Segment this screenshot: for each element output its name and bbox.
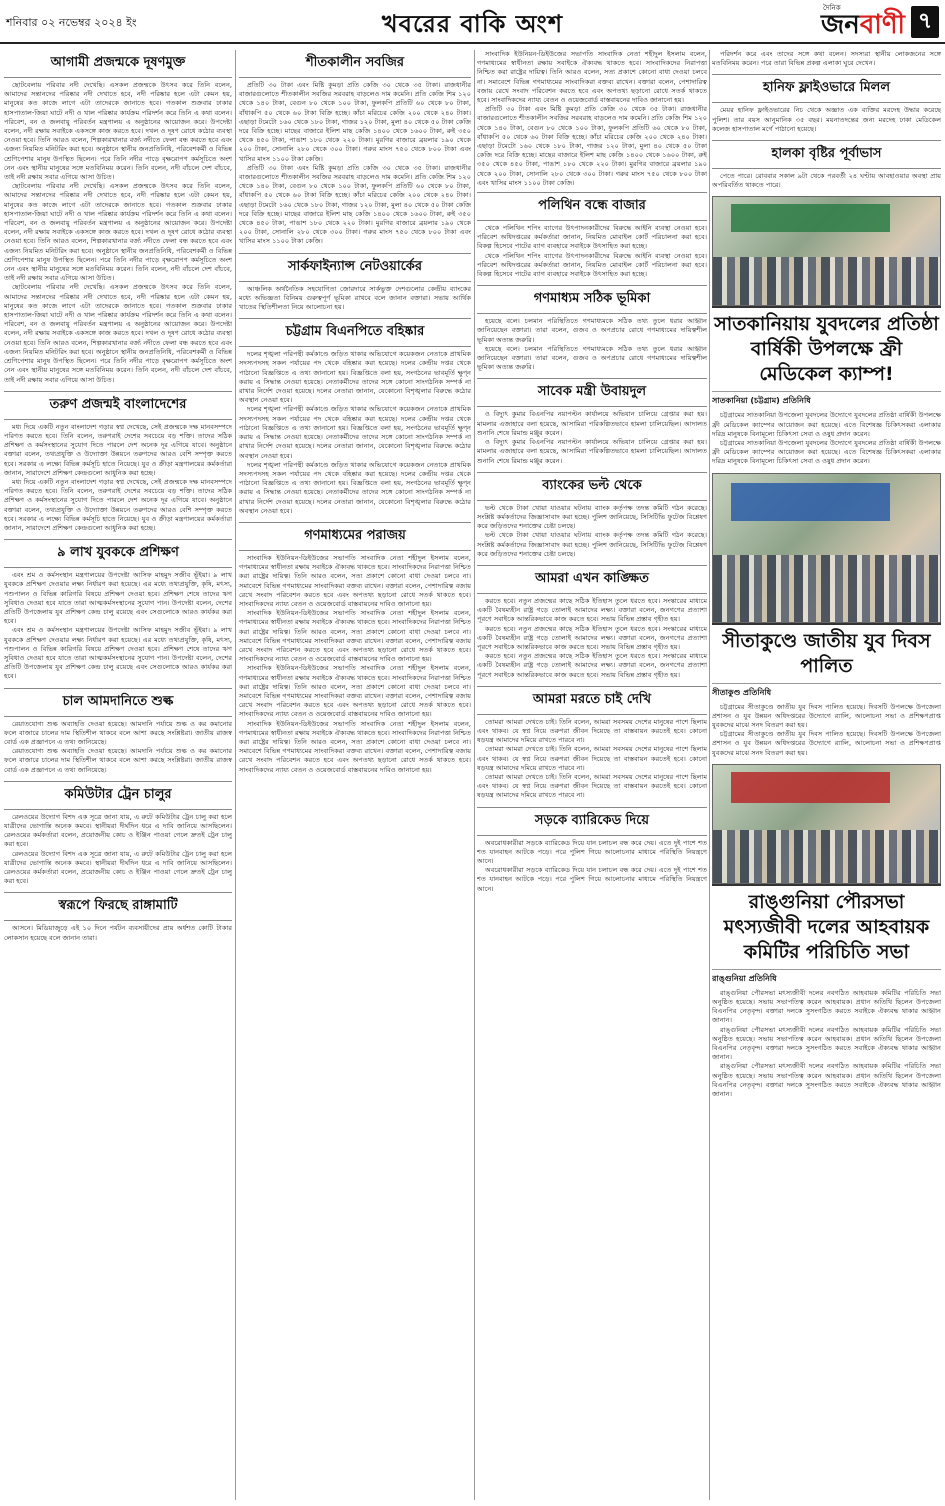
article[interactable]	[4, 391, 232, 533]
article-headline[interactable]: তরুণ প্রজন্মই বাংলাদেশের	[4, 391, 232, 420]
article-body: মেয়র হানিফ ফ্লাইওভারের নিচ থেকে অজ্ঞাত এক ব্যক্তির মরদেহ উদ্ধার করেছে পুলিশ। তার বয়স আনুমানিক ৩৫ বছর। ময়নাতদন্তের জন্য মরদেহ ঢাকা মেডিকেল কলেজ হাসপাতাল মর্গে পাঠানো হয়েছে।	[712, 106, 941, 133]
news-photo	[712, 764, 941, 884]
article-body: অবরোধকারীরা সড়কে ব্যারিকেড দিয়ে যান চলাচল বন্ধ করে দেয়। এতে দুই পাশে শত শত যানবাহন আটকে পড়ে। পরে পুলিশ গিয়ে আলোচনার মাধ্যমে পরিস্থিতি নিয়ন্ত্রণে আনে। অবরোধকারীরা সড়কে ব্যারিকেড দিয়ে যান চলাচল বন্ধ করে দেয়। এতে দুই পাশে শত শত যানবাহন আটকে পড়ে। পরে পুলিশ গিয়ে আলোচনার মাধ্যমে পরিস্থিতি নিয়ন্ত্রণে আনে।	[477, 838, 707, 893]
article-body: তোমরা আমরা দেখতে চাই। তিনি বলেন, আমরা সবসময় দেশের মানুষের পাশে ছিলাম এবং থাকব। যে স্বপ্ন নিয়ে তরুণরা জীবন দিয়েছে তা বাস্তবায়ন করতেই হবে। কোনো ষড়যন্ত্র আমাদের দমিয়ে রাখতে পারবে না। তোমরা আমরা দেখতে চাই। তিনি বলেন, আমরা সবসময় দেশের মানুষের পাশে ছিলাম এবং থাকব। যে স্বপ্ন নিয়ে তরুণরা জীবন দিয়েছে তা বাস্তবায়ন করতেই হবে। কোনো ষড়যন্ত্র আমাদের দমিয়ে রাখতে পারবে না। তোমরা আমরা দেখতে চাই। তিনি বলেন, আমরা সবসময় দেশের মানুষের পাশে ছিলাম এবং থাকব। যে স্বপ্ন নিয়ে তরুণরা জীবন দিয়েছে তা বাস্তবায়ন করতেই হবে। কোনো ষড়যন্ত্র আমাদের দমিয়ে রাখতে পারবে না।	[477, 717, 707, 800]
article-body: মধ্য দিয়ে একটি নতুন বাংলাদেশ গড়ার স্বপ্ন দেখেছে, সেই প্রজন্মকে দক্ষ মানবসম্পদে পরিণত করতে হবে। তিনি বলেন, তরুণরাই দেশের সবচেয়ে বড় শক্তি। তাদের সঠিক প্রশিক্ষণ ও কর্মসংস্থানের সুযোগ দিতে পারলে দেশ অনেক দূর এগিয়ে যাবে। অনুষ্ঠানে বক্তারা বলেন, তথ্যপ্রযুক্তি ও উদ্যোক্তা উন্নয়নে তরুণদের আরও বেশি সম্পৃক্ত করতে হবে। সরকার এ লক্ষ্যে বিভিন্ন কর্মসূচি হাতে নিয়েছে। যুব ও ক্রীড়া মন্ত্রণালয়ের কর্মকর্তারা জানান, সারাদেশে প্রশিক্ষণ কেন্দ্রগুলো আধুনিক করা হচ্ছে। মধ্য দিয়ে একটি নতুন বাংলাদেশ গড়ার স্বপ্ন দেখেছে, সেই প্রজন্মকে দক্ষ মানবসম্পদে পরিণত করতে হবে। তিনি বলেন, তরুণরাই দেশের সবচেয়ে বড় শক্তি। তাদের সঠিক প্রশিক্ষণ ও কর্মসংস্থানের সুযোগ দিতে পারলে দেশ অনেক দূর এগিয়ে যাবে। অনুষ্ঠানে বক্তারা বলেন, তথ্যপ্রযুক্তি ও উদ্যোক্তা উন্নয়নে তরুণদের আরও বেশি সম্পৃক্ত করতে হবে। সরকার এ লক্ষ্যে বিভিন্ন কর্মসূচি হাতে নিয়েছে। যুব ও ক্রীড়া মন্ত্রণালয়ের কর্মকর্তারা জানান, সারাদেশে প্রশিক্ষণ কেন্দ্রগুলো আধুনিক করা হচ্ছে।	[4, 422, 232, 532]
article-headline[interactable]: গণমাধ্যম সঠিক ভূমিকা	[477, 285, 707, 314]
crowd	[713, 830, 940, 883]
article-body: করতে হবে। নতুন প্রজন্মের কাছে সঠিক ইতিহাস তুলে ধরতে হবে। সংস্কারের মাধ্যমে একটি বৈষম্যহীন রাষ্ট্র গড়ে তোলাই আমাদের লক্ষ্য। বক্তারা বলেন, জনগণের প্রত্যাশা পূরণে সবাইকে আন্তরিকভাবে কাজ করতে হবে। সভায় বিভিন্ন প্রস্তাব গৃহীত হয়। করতে হবে। নতুন প্রজন্মের কাছে সঠিক ইতিহাস তুলে ধরতে হবে। সংস্কারের মাধ্যমে একটি বৈষম্যহীন রাষ্ট্র গড়ে তোলাই আমাদের লক্ষ্য। বক্তারা বলেন, জনগণের প্রত্যাশা পূরণে সবাইকে আন্তরিকভাবে কাজ করতে হবে। সভায় বিভিন্ন প্রস্তাব গৃহীত হয়। করতে হবে। নতুন প্রজন্মের কাছে সঠিক ইতিহাস তুলে ধরতে হবে। সংস্কারের মাধ্যমে একটি বৈষম্যহীন রাষ্ট্র গড়ে তোলাই আমাদের লক্ষ্য। বক্তারা বলেন, জনগণের প্রত্যাশা পূরণে সবাইকে আন্তরিকভাবে কাজ করতে হবে। সভায় বিভিন্ন প্রস্তাব গৃহীত হয়।	[477, 596, 707, 679]
article-headline[interactable]: চট্টগ্রাম বিএনপিতে বহিষ্কার	[239, 318, 471, 347]
article[interactable]	[477, 686, 707, 801]
article[interactable]	[239, 253, 471, 313]
article-body: থেকে পলিথিন শপিং ব্যাগের উৎপাদনকারীদের বিরুদ্ধে আইনি ব্যবস্থা নেওয়া হবে। পরিবেশ অধিদপ্তরের কর্মকর্তারা জানান, নিয়মিত মোবাইল কোর্ট পরিচালনা করা হবে। বিকল্প হিসেবে পাটের ব্যাগ ব্যবহারে সবাইকে উৎসাহিত করা হচ্ছে। থেকে পলিথিন শপিং ব্যাগের উৎপাদনকারীদের বিরুদ্ধে আইনি ব্যবস্থা নেওয়া হবে। পরিবেশ অধিদপ্তরের কর্মকর্তারা জানান, নিয়মিত মোবাইল কোর্ট পরিচালনা করা হবে। বিকল্প হিসেবে পাটের ব্যাগ ব্যবহারে সবাইকে উৎসাহিত করা হচ্ছে।	[477, 224, 707, 279]
article[interactable]	[477, 472, 707, 559]
article[interactable]	[4, 50, 232, 385]
article-headline[interactable]: হালকা বৃষ্টির পূর্বাভাস	[712, 140, 941, 169]
article-headline[interactable]: সার্কফাইন্যান্স নেটওয়ার্কের	[239, 253, 471, 282]
article-body: দলের শৃঙ্খলা পরিপন্থী কর্মকাণ্ডে জড়িত থাকার অভিযোগে কয়েকজন নেতাকে প্রাথমিক সদস্যপদসহ সকল পর্যায়ের পদ থেকে বহিষ্কার করা হয়েছে। দলের কেন্দ্রীয় দপ্তর থেকে পাঠানো বিজ্ঞপ্তিতে এ তথ্য জানানো হয়। বিজ্ঞপ্তিতে বলা হয়, সংগঠনের ভাবমূর্তি ক্ষুণ্ন করায় এ সিদ্ধান্ত নেওয়া হয়েছে। নেতাকর্মীদের তাদের সঙ্গে কোনো সাংগঠনিক সম্পর্ক না রাখার নির্দেশ দেওয়া হয়েছে। দলের নেতারা জানান, যেকোনো বিশৃঙ্খলার বিরুদ্ধে কঠোর অবস্থান নেওয়া হবে। দলের শৃঙ্খলা পরিপন্থী কর্মকাণ্ডে জড়িত থাকার অভিযোগে কয়েকজন নেতাকে প্রাথমিক সদস্যপদসহ সকল পর্যায়ের পদ থেকে বহিষ্কার করা হয়েছে। দলের কেন্দ্রীয় দপ্তর থেকে পাঠানো বিজ্ঞপ্তিতে এ তথ্য জানানো হয়। বিজ্ঞপ্তিতে বলা হয়, সংগঠনের ভাবমূর্তি ক্ষুণ্ন করায় এ সিদ্ধান্ত নেওয়া হয়েছে। নেতাকর্মীদের তাদের সঙ্গে কোনো সাংগঠনিক সম্পর্ক না রাখার নির্দেশ দেওয়া হয়েছে। দলের নেতারা জানান, যেকোনো বিশৃঙ্খলার বিরুদ্ধে কঠোর অবস্থান নেওয়া হবে। দলের শৃঙ্খলা পরিপন্থী কর্মকাণ্ডে জড়িত থাকার অভিযোগে কয়েকজন নেতাকে প্রাথমিক সদস্যপদসহ সকল পর্যায়ের পদ থেকে বহিষ্কার করা হয়েছে। দলের কেন্দ্রীয় দপ্তর থেকে পাঠানো বিজ্ঞপ্তিতে এ তথ্য জানানো হয়। বিজ্ঞপ্তিতে বলা হয়, সংগঠনের ভাবমূর্তি ক্ষুণ্ন করায় এ সিদ্ধান্ত নেওয়া হয়েছে। নেতাকর্মীদের তাদের সঙ্গে কোনো সাংগঠনিক সম্পর্ক না রাখার নির্দেশ দেওয়া হয়েছে। দলের নেতারা জানান, যেকোনো বিশৃঙ্খলার বিরুদ্ধে কঠোর অবস্থান নেওয়া হবে।	[239, 350, 471, 515]
article	[712, 50, 941, 68]
logo-right: বাণী	[859, 10, 905, 40]
article-headline[interactable]: হানিফ ফ্লাইওভারে মিলল	[712, 74, 941, 103]
article-body: ও বিদ্যুৎ কুমার বিএনপির নয়াপল্টন কার্যালয়ে অভিযান চালিয়ে গ্রেপ্তার করা হয়। মামলার এজাহারে বলা হয়েছে, আসামিরা পরিকল্পিতভাবে হামলা চালিয়েছিল। আদালত শুনানি শেষে রিমান্ড মঞ্জুর করেন। ও বিদ্যুৎ কুমার বিএনপির নয়াপল্টন কার্যালয়ে অভিযান চালিয়ে গ্রেপ্তার করা হয়। মামলার এজাহারে বলা হয়েছে, আসামিরা পরিকল্পিতভাবে হামলা চালিয়েছিল। আদালত শুনানি শেষে রিমান্ড মঞ্জুর করেন।	[477, 410, 707, 465]
column-divider	[474, 50, 475, 1500]
article[interactable]	[477, 285, 707, 372]
article[interactable]	[477, 378, 707, 465]
article[interactable]	[4, 892, 232, 942]
article-body: রাঙ্গুনিয়া পৌরসভা মৎস্যজীবী দলের নবগঠিত আহবায়ক কমিটির পরিচিতি সভা অনুষ্ঠিত হয়েছে। সভায় সভাপতিত্ব করেন আহবায়ক। প্রধান অতিথি ছিলেন উপজেলা বিএনপির নেতৃবৃন্দ। বক্তারা দলকে সুসংগঠিত করতে সবাইকে ঐক্যবদ্ধ থাকার আহ্বান জানান। রাঙ্গুনিয়া পৌরসভা মৎস্যজীবী দলের নবগঠিত আহবায়ক কমিটির পরিচিতি সভা অনুষ্ঠিত হয়েছে। সভায় সভাপতিত্ব করেন আহবায়ক। প্রধান অতিথি ছিলেন উপজেলা বিএনপির নেতৃবৃন্দ। বক্তারা দলকে সুসংগঠিত করতে সবাইকে ঐক্যবদ্ধ থাকার আহ্বান জানান। রাঙ্গুনিয়া পৌরসভা মৎস্যজীবী দলের নবগঠিত আহবায়ক কমিটির পরিচিতি সভা অনুষ্ঠিত হয়েছে। সভায় সভাপতিত্ব করেন আহবায়ক। প্রধান অতিথি ছিলেন উপজেলা বিএনপির নেতৃবৃন্দ। বক্তারা দলকে সুসংগঠিত করতে সবাইকে ঐক্যবদ্ধ থাকার আহ্বান জানান।	[712, 988, 941, 1099]
article-body: ভল্ট থেকে টাকা খোয়া যাওয়ার ঘটনায় ব্যাংক কর্তৃপক্ষ তদন্ত কমিটি গঠন করেছে। সংশ্লিষ্ট কর্মকর্তাদের জিজ্ঞাসাবাদ করা হচ্ছে। পুলিশ জানিয়েছে, সিসিটিভি ফুটেজ বিশ্লেষণ করে জড়িতদের শনাক্তের চেষ্টা চলছে। ভল্ট থেকে টাকা খোয়া যাওয়ার ঘটনায় ব্যাংক কর্তৃপক্ষ তদন্ত কমিটি গঠন করেছে। সংশ্লিষ্ট কর্মকর্তাদের জিজ্ঞাসাবাদ করা হচ্ছে। পুলিশ জানিয়েছে, সিসিটিভি ফুটেজ বিশ্লেষণ করে জড়িতদের শনাক্তের চেষ্টা চলছে।	[477, 503, 707, 558]
article-headline[interactable]: সাবেক মন্ত্রী উবায়দুল	[477, 378, 707, 407]
article[interactable]	[477, 565, 707, 680]
column-2	[239, 50, 471, 1500]
article-headline[interactable]: পলিথিন বন্ধে বাজার	[477, 192, 707, 221]
crowd	[713, 555, 940, 622]
event-banner	[731, 772, 890, 803]
article[interactable]	[239, 50, 471, 247]
event-banner	[731, 483, 890, 521]
article-headline[interactable]: গণমাধ্যমের পরাজয়	[239, 522, 471, 551]
article-headline[interactable]: শীতকালীন সবজির	[239, 50, 471, 78]
article-body: পরিদর্শন করে এবং তাদের সঙ্গে কথা বলেন। সদস্যরা স্থানীয় লোকজনের সঙ্গে মতবিনিময় করেন। পরে তারা বিভিন্ন প্রকল্প এলাকা ঘুরে দেখেন।	[712, 50, 941, 68]
article[interactable]	[4, 688, 232, 775]
masthead	[0, 0, 945, 44]
column-1	[4, 50, 232, 1500]
article[interactable]	[712, 306, 941, 466]
article-body: আঞ্চলিক অর্থনৈতিক সহযোগিতা জোরদারে সার্কভুক্ত দেশগুলোর কেন্দ্রীয় ব্যাংকের মধ্যে অভিজ্ঞতা বিনিময় গুরুত্বপূর্ণ ভূমিকা রাখবে বলে জানান বক্তারা। সভায় আর্থিক খাতের স্থিতিশীলতা নিয়ে আলোচনা হয়।	[239, 284, 471, 312]
article-byline: সাতকানিয়া (চট্টগ্রাম) প্রতিনিধি	[712, 396, 811, 406]
logo-left: জন	[821, 10, 860, 40]
article[interactable]	[4, 539, 232, 681]
news-photo	[712, 196, 941, 306]
news-photo	[712, 473, 941, 623]
column-divider	[235, 50, 236, 1500]
section-title: খবরের বাকি অংশ	[381, 10, 564, 38]
article[interactable]	[712, 140, 941, 190]
article-body: আসনে। মিডিয়াজুড়ে এই ১০ দিনে পর্যটন ব্যবসায়ীদের প্রায় অর্ধশত কোটি টাকার লোকসান হয়েছে বলে জানান তারা।	[4, 924, 232, 942]
article[interactable]	[712, 884, 941, 1099]
newspaper-logo[interactable]	[821, 4, 905, 48]
article[interactable]	[4, 781, 232, 887]
article-body: চট্টগ্রামের সীতাকুণ্ডে জাতীয় যুব দিবস পালিত হয়েছে। দিবসটি উপলক্ষে উপজেলা প্রশাসন ও যুব উন্নয়ন অধিদপ্তরের উদ্যোগে র‍্যালি, আলোচনা সভা ও প্রশিক্ষণপ্রাপ্ত যুবকদের মাঝে সনদ বিতরণ করা হয়। চট্টগ্রামের সীতাকুণ্ডে জাতীয় যুব দিবস পালিত হয়েছে। দিবসটি উপলক্ষে উপজেলা প্রশাসন ও যুব উন্নয়ন অধিদপ্তরের উদ্যোগে র‍্যালি, আলোচনা সভা ও প্রশিক্ষণপ্রাপ্ত যুবকদের মাঝে সনদ বিতরণ করা হয়।	[712, 702, 941, 757]
article-headline[interactable]: ৯ লাখ যুবককে প্রশিক্ষণ	[4, 539, 232, 568]
article-headline[interactable]: আমরা এখন কাঙ্ক্ষিত	[477, 565, 707, 594]
article[interactable]	[477, 192, 707, 279]
page-number: ৭	[911, 6, 939, 38]
article-body: রেলওয়ের উদ্যোগ বিশদ এক সূত্রে জানা যায়, এ রুটে কমিউটার ট্রেন চালু করা হলে যাত্রীদের ভোগান্তি অনেক কমবে। স্থানীয়রা দীর্ঘদিন ধরে এ দাবি জানিয়ে আসছিলেন। রেলওয়ের কর্মকর্তারা বলেন, প্রয়োজনীয় কোচ ও ইঞ্জিন পাওয়া গেলে দ্রুতই ট্রেন চালু করা হবে। রেলওয়ের উদ্যোগ বিশদ এক সূত্রে জানা যায়, এ রুটে কমিউটার ট্রেন চালু করা হলে যাত্রীদের ভোগান্তি অনেক কমবে। স্থানীয়রা দীর্ঘদিন ধরে এ দাবি জানিয়ে আসছিলেন। রেলওয়ের কর্মকর্তারা বলেন, প্রয়োজনীয় কোচ ও ইঞ্জিন পাওয়া গেলে দ্রুতই ট্রেন চালু করা হবে।	[4, 812, 232, 886]
article-headline[interactable]: সীতাকুণ্ডে জাতীয় যুব দিবস পালিত	[712, 623, 941, 684]
continued-text: সাংবাদিক ইউনিয়ন-ডিইউজের সভাপতি সাংবাদিক নেতা শহীদুল ইসলাম বলেন, গণমাধ্যমের স্বাধীনতা রক্ষায় সবাইকে ঐক্যবদ্ধ থাকতে হবে। সাংবাদিকদের নিরাপত্তা নিশ্চিত করা রাষ্ট্রের দায়িত্ব। তিনি আরও বলেন, সত্য প্রকাশে কোনো বাধা দেওয়া চলবে না। সমাবেশে বিভিন্ন গণমাধ্যমের সাংবাদিকরা বক্তব্য রাখেন। বক্তারা বলেন, পেশাদারিত্ব বজায় রেখে সংবাদ পরিবেশন করতে হবে এবং অপতথ্য ছড়ানো রোধে সতর্ক থাকতে হবে। সাংবাদিকদের ন্যায্য বেতন ও ওয়েজবোর্ড বাস্তবায়নের দাবিও জানানো হয়। প্রতিটি ৩০ টাকা এবং মিষ্টি কুমড়া প্রতি কেজি ৩০ থেকে ৩৫ টাকা। রাজধানীর বাজারগুলোতে শীতকালীন সবজির সরবরাহ বাড়লেও দাম কমেনি। প্রতি কেজি শিম ১২০ থেকে ১৪০ টাকা, বেগুন ৮০ থেকে ১০০ টাকা, ফুলকপি প্রতিটি ৬০ থেকে ৮০ টাকা, বাঁধাকপি ৫০ থেকে ৬০ টাকা বিক্রি হচ্ছে। কাঁচা মরিচের কেজি ২০০ থেকে ২৪০ টাকা। এছাড়া টমেটো ১৬০ থেকে ১৮০ টাকা, গাজর ১২০ টাকা, মুলা ৪০ থেকে ৫০ টাকা কেজি দরে বিক্রি হচ্ছে। মাছের বাজারে ইলিশ মাছ কেজি ১৪০০ থেকে ১৬০০ টাকা, রুই ৩৫০ থেকে ৪৫০ টাকা, পাঙাশ ১৮০ থেকে ২২০ টাকা। মুরগির বাজারে ব্রয়লার ১৯০ থেকে ২০০ টাকা, সোনালি ২৮০ থেকে ৩০০ টাকা। গরুর মাংস ৭৫০ থেকে ৮০০ টাকা এবং খাসির মাংস ১১০০ টাকা কেজি।	[477, 50, 707, 187]
article[interactable]	[477, 807, 707, 894]
article-body: পেতে পারে। রোববার সকাল ৯টা থেকে পরবর্তী ২৪ ঘণ্টায় আবহাওয়ার অবস্থা প্রায় অপরিবর্তিত থাকতে পারে।	[712, 172, 941, 190]
article-headline[interactable]: ব্যাংকের ভল্ট থেকে	[477, 472, 707, 501]
article-headline[interactable]: সড়কে ব্যারিকেড দিয়ে	[477, 807, 707, 836]
article-headline[interactable]: আমরা মরতে চাই দেখি	[477, 686, 707, 715]
article-headline[interactable]: স্বরূপে ফিরছে রাঙ্গামাটি	[4, 892, 232, 921]
article[interactable]	[712, 623, 941, 758]
article-body: চট্টগ্রামের সাতকানিয়া উপজেলা যুবদলের উদ্যোগে যুবদলের প্রতিষ্ঠা বার্ষিকী উপলক্ষে ফ্রী মেডিকেল ক্যাম্পের আয়োজন করা হয়েছে। এতে বিশেষজ্ঞ চিকিৎসকরা এলাকার দরিদ্র মানুষকে বিনামূল্যে চিকিৎসা সেবা ও ওষুধ প্রদান করেন। চট্টগ্রামের সাতকানিয়া উপজেলা যুবদলের উদ্যোগে যুবদলের প্রতিষ্ঠা বার্ষিকী উপলক্ষে ফ্রী মেডিকেল ক্যাম্পের আয়োজন করা হয়েছে। এতে বিশেষজ্ঞ চিকিৎসকরা এলাকার দরিদ্র মানুষকে বিনামূল্যে চিকিৎসা সেবা ও ওষুধ প্রদান করেন।	[712, 411, 941, 466]
article-headline[interactable]: আগামী প্রজন্মকে দূষণমুক্ত	[4, 50, 232, 78]
article-headline[interactable]: কমিউটার ট্রেন চালুর	[4, 781, 232, 810]
column-3	[477, 50, 707, 1500]
event-banner	[731, 204, 890, 232]
article-body: ছোটবেলায় পরিবার নদী দেখেছি। এসকল প্রজন্মকে উৎসব করে তিনি বলেন, আমাদের সন্তানদের পরিষ্কার নদী দেখাতে হবে, নদী পরিষ্কার হলে এটা কেমন হয়, মানুষের কত কাজে লাগে এটা তাদেরকে জানাতে হবে। গতকাল শুক্রবার ঢাকার হাসপাতাল-জিয়া ঘাটে নদী ও খাল পরিষ্কার কার্যক্রম পরিদর্শন করে তিনি এ কথা বলেন। পরিবেশ, বন ও জলবায়ু পরিবর্তন মন্ত্রণালয় এ অনুষ্ঠানের আয়োজন করে। উপদেষ্টা বলেন, নদী রক্ষায় সবাইকে একসঙ্গে কাজ করতে হবে। দখল ও দূষণ রোধে কঠোর ব্যবস্থা নেওয়া হবে। তিনি আরও বলেন, শিল্পকারখানার বর্জ্য নদীতে ফেলা বন্ধ করতে হবে এবং এজন্য নিয়মিত মনিটরিং করা হবে। অনুষ্ঠানে স্থানীয় জনপ্রতিনিধি, পরিবেশকর্মী ও বিভিন্ন শ্রেণিপেশার মানুষ উপস্থিত ছিলেন। পরে তিনি নদীর পাড়ে বৃক্ষরোপণ কর্মসূচিতে অংশ নেন এবং স্থানীয় মানুষের সঙ্গে মতবিনিময় করেন। তিনি বলেন, নদী বাঁচলে দেশ বাঁচবে, তাই নদী রক্ষায় সবার এগিয়ে আসা উচিত। ছোটবেলায় পরিবার নদী দেখেছি। এসকল প্রজন্মকে উৎসব করে তিনি বলেন, আমাদের সন্তানদের পরিষ্কার নদী দেখাতে হবে, নদী পরিষ্কার হলে এটা কেমন হয়, মানুষের কত কাজে লাগে এটা তাদেরকে জানাতে হবে। গতকাল শুক্রবার ঢাকার হাসপাতাল-জিয়া ঘাটে নদী ও খাল পরিষ্কার কার্যক্রম পরিদর্শন করে তিনি এ কথা বলেন। পরিবেশ, বন ও জলবায়ু পরিবর্তন মন্ত্রণালয় এ অনুষ্ঠানের আয়োজন করে। উপদেষ্টা বলেন, নদী রক্ষায় সবাইকে একসঙ্গে কাজ করতে হবে। দখল ও দূষণ রোধে কঠোর ব্যবস্থা নেওয়া হবে। তিনি আরও বলেন, শিল্পকারখানার বর্জ্য নদীতে ফেলা বন্ধ করতে হবে এবং এজন্য নিয়মিত মনিটরিং করা হবে। অনুষ্ঠানে স্থানীয় জনপ্রতিনিধি, পরিবেশকর্মী ও বিভিন্ন শ্রেণিপেশার মানুষ উপস্থিত ছিলেন। পরে তিনি নদীর পাড়ে বৃক্ষরোপণ কর্মসূচিতে অংশ নেন এবং স্থানীয় মানুষের সঙ্গে মতবিনিময় করেন। তিনি বলেন, নদী বাঁচলে দেশ বাঁচবে, তাই নদী রক্ষায় সবার এগিয়ে আসা উচিত। ছোটবেলায় পরিবার নদী দেখেছি। এসকল প্রজন্মকে উৎসব করে তিনি বলেন, আমাদের সন্তানদের পরিষ্কার নদী দেখাতে হবে, নদী পরিষ্কার হলে এটা কেমন হয়, মানুষের কত কাজে লাগে এটা তাদেরকে জানাতে হবে। গতকাল শুক্রবার ঢাকার হাসপাতাল-জিয়া ঘাটে নদী ও খাল পরিষ্কার কার্যক্রম পরিদর্শন করে তিনি এ কথা বলেন। পরিবেশ, বন ও জলবায়ু পরিবর্তন মন্ত্রণালয় এ অনুষ্ঠানের আয়োজন করে। উপদেষ্টা বলেন, নদী রক্ষায় সবাইকে একসঙ্গে কাজ করতে হবে। দখল ও দূষণ রোধে কঠোর ব্যবস্থা নেওয়া হবে। তিনি আরও বলেন, শিল্পকারখানার বর্জ্য নদীতে ফেলা বন্ধ করতে হবে এবং এজন্য নিয়মিত মনিটরিং করা হবে। অনুষ্ঠানে স্থানীয় জনপ্রতিনিধি, পরিবেশকর্মী ও বিভিন্ন শ্রেণিপেশার মানুষ উপস্থিত ছিলেন। পরে তিনি নদীর পাড়ে বৃক্ষরোপণ কর্মসূচিতে অংশ নেন এবং স্থানীয় মানুষের সঙ্গে মতবিনিময় করেন। তিনি বলেন, নদী বাঁচলে দেশ বাঁচবে, তাই নদী রক্ষায় সবার এগিয়ে আসা উচিত।	[4, 81, 232, 384]
column-4	[712, 50, 941, 1500]
article-byline: রাঙ্গুনিয়া প্রতিনিধি	[712, 973, 777, 983]
column-divider	[709, 50, 710, 1500]
article-body: এবং শ্রম ও কর্মসংস্থান মন্ত্রণালয়ের উপদেষ্টা আসিফ মাহমুদ সজীব ভূঁইয়া। ৯ লাখ যুবককে প্রশিক্ষণ দেওয়ার লক্ষ্য নির্ধারণ করা হয়েছে। এর মধ্যে তথ্যপ্রযুক্তি, কৃষি, মৎস্য, পশুপালন ও বিভিন্ন কারিগরি বিষয়ে প্রশিক্ষণ দেওয়া হবে। প্রশিক্ষণ শেষে তাদের ঋণ সুবিধাও দেওয়া হবে যাতে তারা আত্মকর্মসংস্থানের সুযোগ পান। উপদেষ্টা বলেন, দেশের প্রতিটি উপজেলায় যুব প্রশিক্ষণ কেন্দ্র চালু রয়েছে এবং সেগুলোকে আরও কার্যকর করা হবে। এবং শ্রম ও কর্মসংস্থান মন্ত্রণালয়ের উপদেষ্টা আসিফ মাহমুদ সজীব ভূঁইয়া। ৯ লাখ যুবককে প্রশিক্ষণ দেওয়ার লক্ষ্য নির্ধারণ করা হয়েছে। এর মধ্যে তথ্যপ্রযুক্তি, কৃষি, মৎস্য, পশুপালন ও বিভিন্ন কারিগরি বিষয়ে প্রশিক্ষণ দেওয়া হবে। প্রশিক্ষণ শেষে তাদের ঋণ সুবিধাও দেওয়া হবে যাতে তারা আত্মকর্মসংস্থানের সুযোগ পান। উপদেষ্টা বলেন, দেশের প্রতিটি উপজেলায় যুব প্রশিক্ষণ কেন্দ্র চালু রয়েছে এবং সেগুলোকে আরও কার্যকর করা হবে।	[4, 571, 232, 681]
article-headline[interactable]: চাল আমদানিতে শুল্ক	[4, 688, 232, 717]
crowd	[713, 257, 940, 306]
article-body: রেয়াতযোগ্য শুল্ক অব্যাহতি দেওয়া হয়েছে। আমদানি পর্যায়ে শুল্ক ও কর কমানোর ফলে বাজারে চালের দাম স্থিতিশীল থাকবে বলে আশা করছে সংশ্লিষ্টরা। জাতীয় রাজস্ব বোর্ড এক প্রজ্ঞাপনে এ তথ্য জানিয়েছে। রেয়াতযোগ্য শুল্ক অব্যাহতি দেওয়া হয়েছে। আমদানি পর্যায়ে শুল্ক ও কর কমানোর ফলে বাজারে চালের দাম স্থিতিশীল থাকবে বলে আশা করছে সংশ্লিষ্টরা। জাতীয় রাজস্ব বোর্ড এক প্রজ্ঞাপনে এ তথ্য জানিয়েছে।	[4, 719, 232, 774]
article-body: হয়েছে বলে। চলমান পরিস্থিতিতে গণমাধ্যমকে সঠিক তথ্য তুলে ধরার আহ্বান জানিয়েছেন বক্তারা। তারা বলেন, গুজব ও অপপ্রচার রোধে গণমাধ্যমের দায়িত্বশীল ভূমিকা অত্যন্ত জরুরি। হয়েছে বলে। চলমান পরিস্থিতিতে গণমাধ্যমকে সঠিক তথ্য তুলে ধরার আহ্বান জানিয়েছেন বক্তারা। তারা বলেন, গুজব ও অপপ্রচার রোধে গণমাধ্যমের দায়িত্বশীল ভূমিকা অত্যন্ত জরুরি।	[477, 317, 707, 372]
article-headline[interactable]: সাতকানিয়ায় যুবদলের প্রতিষ্ঠা বার্ষিকী উপলক্ষে ফ্রী মেডিকেল ক্যাম্প!	[712, 306, 941, 392]
article-headline[interactable]: রাঙ্গুনিয়া পৌরসভা মৎস্যজীবী দলের আহবায়ক কমিটির পরিচিতি সভা	[712, 884, 941, 970]
article[interactable]	[239, 522, 471, 775]
logo-tag: দৈনিক	[823, 4, 841, 12]
article-body: সাংবাদিক ইউনিয়ন-ডিইউজের সভাপতি সাংবাদিক নেতা শহীদুল ইসলাম বলেন, গণমাধ্যমের স্বাধীনতা রক্ষায় সবাইকে ঐক্যবদ্ধ থাকতে হবে। সাংবাদিকদের নিরাপত্তা নিশ্চিত করা রাষ্ট্রের দায়িত্ব। তিনি আরও বলেন, সত্য প্রকাশে কোনো বাধা দেওয়া চলবে না। সমাবেশে বিভিন্ন গণমাধ্যমের সাংবাদিকরা বক্তব্য রাখেন। বক্তারা বলেন, পেশাদারিত্ব বজায় রেখে সংবাদ পরিবেশন করতে হবে এবং অপতথ্য ছড়ানো রোধে সতর্ক থাকতে হবে। সাংবাদিকদের ন্যায্য বেতন ও ওয়েজবোর্ড বাস্তবায়নের দাবিও জানানো হয়। সাংবাদিক ইউনিয়ন-ডিইউজের সভাপতি সাংবাদিক নেতা শহীদুল ইসলাম বলেন, গণমাধ্যমের স্বাধীনতা রক্ষায় সবাইকে ঐক্যবদ্ধ থাকতে হবে। সাংবাদিকদের নিরাপত্তা নিশ্চিত করা রাষ্ট্রের দায়িত্ব। তিনি আরও বলেন, সত্য প্রকাশে কোনো বাধা দেওয়া চলবে না। সমাবেশে বিভিন্ন গণমাধ্যমের সাংবাদিকরা বক্তব্য রাখেন। বক্তারা বলেন, পেশাদারিত্ব বজায় রেখে সংবাদ পরিবেশন করতে হবে এবং অপতথ্য ছড়ানো রোধে সতর্ক থাকতে হবে। সাংবাদিকদের ন্যায্য বেতন ও ওয়েজবোর্ড বাস্তবায়নের দাবিও জানানো হয়। সাংবাদিক ইউনিয়ন-ডিইউজের সভাপতি সাংবাদিক নেতা শহীদুল ইসলাম বলেন, গণমাধ্যমের স্বাধীনতা রক্ষায় সবাইকে ঐক্যবদ্ধ থাকতে হবে। সাংবাদিকদের নিরাপত্তা নিশ্চিত করা রাষ্ট্রের দায়িত্ব। তিনি আরও বলেন, সত্য প্রকাশে কোনো বাধা দেওয়া চলবে না। সমাবেশে বিভিন্ন গণমাধ্যমের সাংবাদিকরা বক্তব্য রাখেন। বক্তারা বলেন, পেশাদারিত্ব বজায় রেখে সংবাদ পরিবেশন করতে হবে এবং অপতথ্য ছড়ানো রোধে সতর্ক থাকতে হবে। সাংবাদিকদের ন্যায্য বেতন ও ওয়েজবোর্ড বাস্তবায়নের দাবিও জানানো হয়। সাংবাদিক ইউনিয়ন-ডিইউজের সভাপতি সাংবাদিক নেতা শহীদুল ইসলাম বলেন, গণমাধ্যমের স্বাধীনতা রক্ষায় সবাইকে ঐক্যবদ্ধ থাকতে হবে। সাংবাদিকদের নিরাপত্তা নিশ্চিত করা রাষ্ট্রের দায়িত্ব। তিনি আরও বলেন, সত্য প্রকাশে কোনো বাধা দেওয়া চলবে না। সমাবেশে বিভিন্ন গণমাধ্যমের সাংবাদিকরা বক্তব্য রাখেন। বক্তারা বলেন, পেশাদারিত্ব বজায় রেখে সংবাদ পরিবেশন করতে হবে এবং অপতথ্য ছড়ানো রোধে সতর্ক থাকতে হবে। সাংবাদিকদের ন্যায্য বেতন ও ওয়েজবোর্ড বাস্তবায়নের দাবিও জানানো হয়।	[239, 553, 471, 774]
issue-date: শনিবার ০২ নভেম্বর ২০২৪ ইং	[6, 16, 137, 29]
article-byline: সীতাকুণ্ড প্রতিনিধি	[712, 687, 772, 697]
article[interactable]	[712, 74, 941, 134]
article-body: প্রতিটি ৩০ টাকা এবং মিষ্টি কুমড়া প্রতি কেজি ৩০ থেকে ৩৫ টাকা। রাজধানীর বাজারগুলোতে শীতকালীন সবজির সরবরাহ বাড়লেও দাম কমেনি। প্রতি কেজি শিম ১২০ থেকে ১৪০ টাকা, বেগুন ৮০ থেকে ১০০ টাকা, ফুলকপি প্রতিটি ৬০ থেকে ৮০ টাকা, বাঁধাকপি ৫০ থেকে ৬০ টাকা বিক্রি হচ্ছে। কাঁচা মরিচের কেজি ২০০ থেকে ২৪০ টাকা। এছাড়া টমেটো ১৬০ থেকে ১৮০ টাকা, গাজর ১২০ টাকা, মুলা ৪০ থেকে ৫০ টাকা কেজি দরে বিক্রি হচ্ছে। মাছের বাজারে ইলিশ মাছ কেজি ১৪০০ থেকে ১৬০০ টাকা, রুই ৩৫০ থেকে ৪৫০ টাকা, পাঙাশ ১৮০ থেকে ২২০ টাকা। মুরগির বাজারে ব্রয়লার ১৯০ থেকে ২০০ টাকা, সোনালি ২৮০ থেকে ৩০০ টাকা। গরুর মাংস ৭৫০ থেকে ৮০০ টাকা এবং খাসির মাংস ১১০০ টাকা কেজি। প্রতিটি ৩০ টাকা এবং মিষ্টি কুমড়া প্রতি কেজি ৩০ থেকে ৩৫ টাকা। রাজধানীর বাজারগুলোতে শীতকালীন সবজির সরবরাহ বাড়লেও দাম কমেনি। প্রতি কেজি শিম ১২০ থেকে ১৪০ টাকা, বেগুন ৮০ থেকে ১০০ টাকা, ফুলকপি প্রতিটি ৬০ থেকে ৮০ টাকা, বাঁধাকপি ৫০ থেকে ৬০ টাকা বিক্রি হচ্ছে। কাঁচা মরিচের কেজি ২০০ থেকে ২৪০ টাকা। এছাড়া টমেটো ১৬০ থেকে ১৮০ টাকা, গাজর ১২০ টাকা, মুলা ৪০ থেকে ৫০ টাকা কেজি দরে বিক্রি হচ্ছে। মাছের বাজারে ইলিশ মাছ কেজি ১৪০০ থেকে ১৬০০ টাকা, রুই ৩৫০ থেকে ৪৫০ টাকা, পাঙাশ ১৮০ থেকে ২২০ টাকা। মুরগির বাজারে ব্রয়লার ১৯০ থেকে ২০০ টাকা, সোনালি ২৮০ থেকে ৩০০ টাকা। গরুর মাংস ৭৫০ থেকে ৮০০ টাকা এবং খাসির মাংস ১১০০ টাকা কেজি।	[239, 81, 471, 246]
article[interactable]	[239, 318, 471, 516]
